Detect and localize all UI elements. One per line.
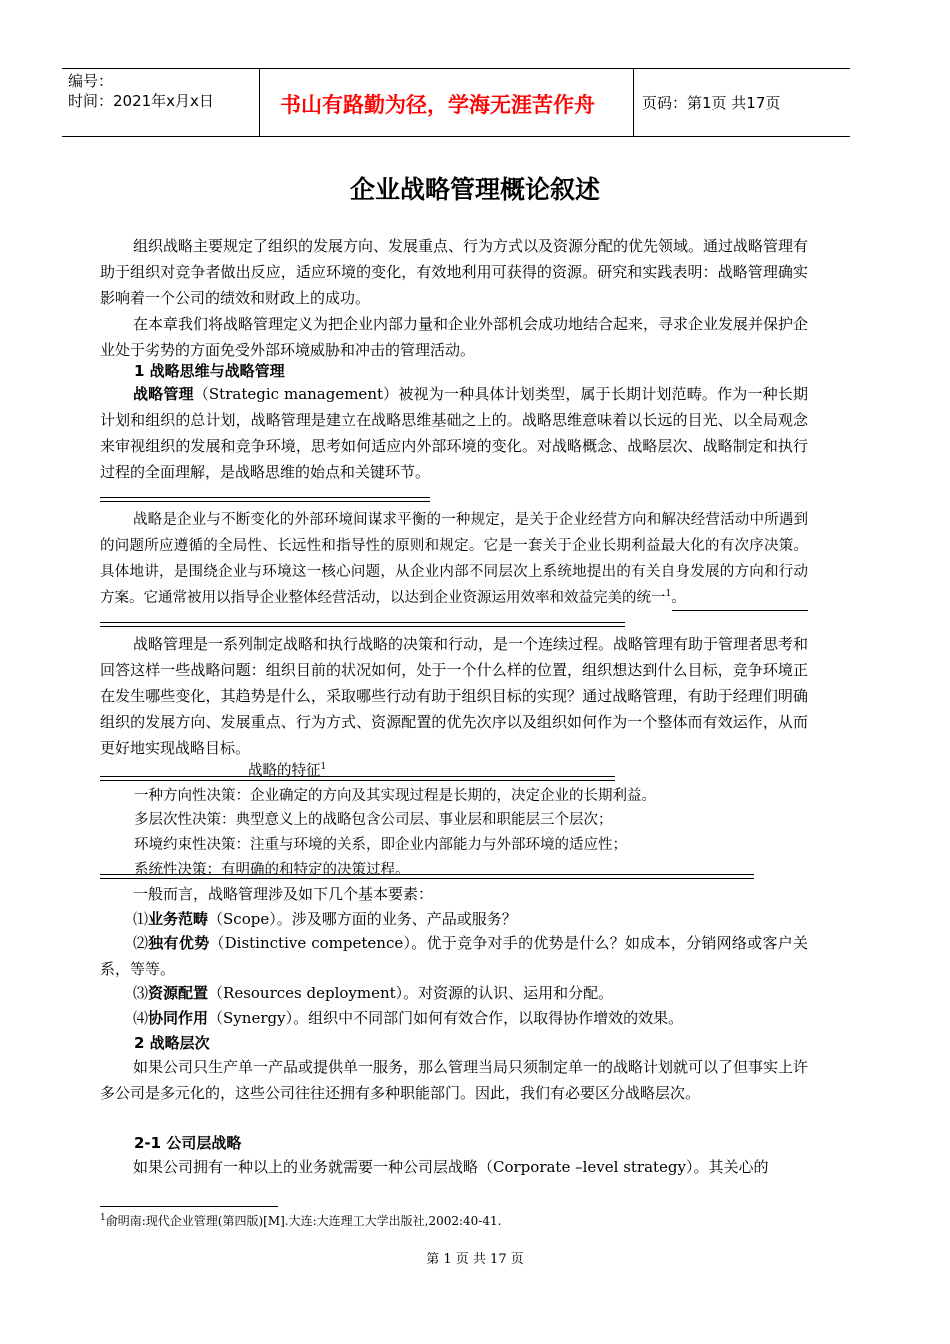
header-bottom-rule — [62, 136, 850, 137]
element-resources-number: ⑶ — [133, 984, 149, 1002]
section-heading-2: 2 战略层次 — [134, 1034, 210, 1052]
footnote-marker: 1 — [100, 1213, 106, 1223]
paragraph-strategy-levels: 如果公司只生产单一产品或提供单一服务，那么管理当局只须制定单一的战略计划就可以了但事实上许多公司是多元化的，这些公司往往还拥有多种职能部门。因此，我们有必要区分战略层次。 — [100, 1058, 809, 1102]
paragraph-strategic-management-text: （Strategic management）被视为一种具体计划类型，属于长期计划范畴。作为一种长期计划和组织的总计划，战略管理是建立在战略思维基础之上的。战略思维意味着以长远的目光、以全局观念来审视组织的发展和竞争环境，思考如何适应内外部环境的变化。对战略概念、战略层次、战略制定和执行过程的全面理解，是战略思维的始点和关键环节。 — [100, 385, 808, 481]
paragraph-definition: 在本章我们将战略管理定义为把企业内部力量和企业外部机会成功地结合起来，寻求企业发展并保护企业处于劣势的方面免受外部环境威胁和冲击的管理活动。 — [100, 315, 809, 359]
header-page-label: 页码：第1页 共17页 — [642, 94, 781, 112]
header-time-label: 时间：2021年x月x日 — [68, 92, 214, 110]
element-scope-text: （Scope）。涉及哪方面的业务、产品或服务？ — [208, 910, 517, 928]
paragraph-elements-intro: 一般而言，战略管理涉及如下几个基本要素： — [133, 885, 434, 903]
footnote-ref-1: 1 — [665, 589, 672, 600]
element-competence-keyword: 独有优势 — [148, 934, 210, 952]
element-competence-text: （Distinctive competence）。优于竞争对手的优势是什么？如成本，分销网络或客户关系，等等。 — [100, 934, 808, 978]
features-top-rule — [100, 776, 615, 781]
element-synergy — [100, 1005, 808, 1031]
header-top-rule — [62, 68, 850, 69]
feature-item-3: 环境约束性决策：注重与环境的关系，即企业内部能力与外部环境的适应性； — [134, 837, 627, 853]
keyword-strategic-management: 战略管理 — [133, 385, 194, 403]
header-divider-right — [633, 68, 634, 137]
footnote-text: 俞明南:现代企业管理(第四版)[M].大连:大连理工大学出版社,2002:40-41. — [105, 1214, 502, 1228]
footnote-separator — [100, 1206, 278, 1207]
header-number-label: 编号： — [68, 72, 114, 90]
box-underline-right — [672, 610, 808, 611]
box-top-rule — [100, 497, 430, 502]
document-title: 企业战略管理概论叙述 — [349, 175, 600, 204]
element-competence-number: ⑵ — [133, 934, 149, 952]
strategy-definition-box — [100, 507, 808, 611]
element-scope — [100, 906, 808, 932]
feature-item-1: 一种方向性决策：企业确定的方向及其实现过程是长期的，决定企业的长期利益。 — [134, 788, 656, 804]
element-scope-number: ⑴ — [133, 910, 149, 928]
paragraph-intro: 组织战略主要规定了组织的发展方向、发展重点、行为方式以及资源分配的优先领域。通过战略管理有助于组织对竞争者做出反应，适应环境的变化，有效地利用可获得的资源。研究和实践表明：战略管理确实影响着一个公司的绩效和财政上的成功。 — [100, 237, 809, 307]
paragraph-strategic-management — [100, 381, 808, 485]
paragraph-process: 战略管理是一系列制定战略和执行战略的决策和行动，是一个连续过程。战略管理有助于管理者思考和回答这样一些战略问题：组织目前的状况如何，处于一个什么样的位置，组织想达到什么目标，竞争环境正在发生哪些变化，其趋势是什么，采取哪些行动有助于组织目标的实现？通过战略管理，有助于经理们明确组织的发展方向、发展重点、行为方式、资源配置的优先次序以及组织如何作为一个整体而有效运作，从而更好地实现战略目标。 — [100, 635, 809, 757]
element-resources-text: （Resources deployment）。对资源的认识、运用和分配。 — [208, 984, 614, 1002]
feature-item-4: 系统性决策：有明确的和特定的决策过程。 — [134, 862, 410, 878]
element-competence — [100, 930, 808, 982]
features-title-text: 战略的特征 — [248, 763, 321, 779]
paragraph-corporate-level: 如果公司拥有一种以上的业务就需要一种公司层战略（Corporate –level strategy）。其关心的 — [133, 1158, 769, 1176]
element-resources — [100, 980, 808, 1006]
section-heading-2-1: 2-1 公司层战略 — [134, 1134, 242, 1152]
element-synergy-text: （Synergy）。组织中不同部门如何有效合作，以取得协作增效的效果。 — [208, 1009, 684, 1027]
strategy-definition-text: 战略是企业与不断变化的外部环境间谋求平衡的一种规定，是关于企业经营方向和解决经营活动中所遇到的问题所应遵循的全局性、长远性和指导性的原则和规定。它是一套关于企业长期利益最大化的有次序决策。具体地讲，是围绕企业与环境这一核心问题，从企业内部不同层次上系统地提出的有关自身发展的方向和行动方案。它通常被用以指导企业整体经营活动，以达到企业资源运用效率和效益完美的统一 — [100, 512, 808, 606]
element-scope-keyword: 业务范畴 — [148, 910, 209, 928]
feature-item-2: 多层次性决策：典型意义上的战略包含公司层、事业层和职能层三个层次； — [134, 812, 613, 828]
element-resources-keyword: 资源配置 — [148, 984, 209, 1002]
section-heading-1: 1 战略思维与战略管理 — [134, 362, 285, 380]
page-footer: 第 1 页 共 17 页 — [426, 1252, 524, 1267]
box-bottom-rule — [100, 622, 625, 627]
header-divider-left — [259, 68, 260, 137]
footnote-ref-2: 1 — [320, 762, 327, 773]
element-synergy-number: ⑷ — [133, 1009, 149, 1027]
strategy-definition-end: 。 — [671, 590, 686, 606]
element-synergy-keyword: 协同作用 — [148, 1009, 209, 1027]
header-motto: 书山有路勤为径，学海无涯苦作舟 — [280, 92, 595, 117]
footnote — [100, 1212, 501, 1229]
features-bottom-rule — [100, 874, 754, 879]
